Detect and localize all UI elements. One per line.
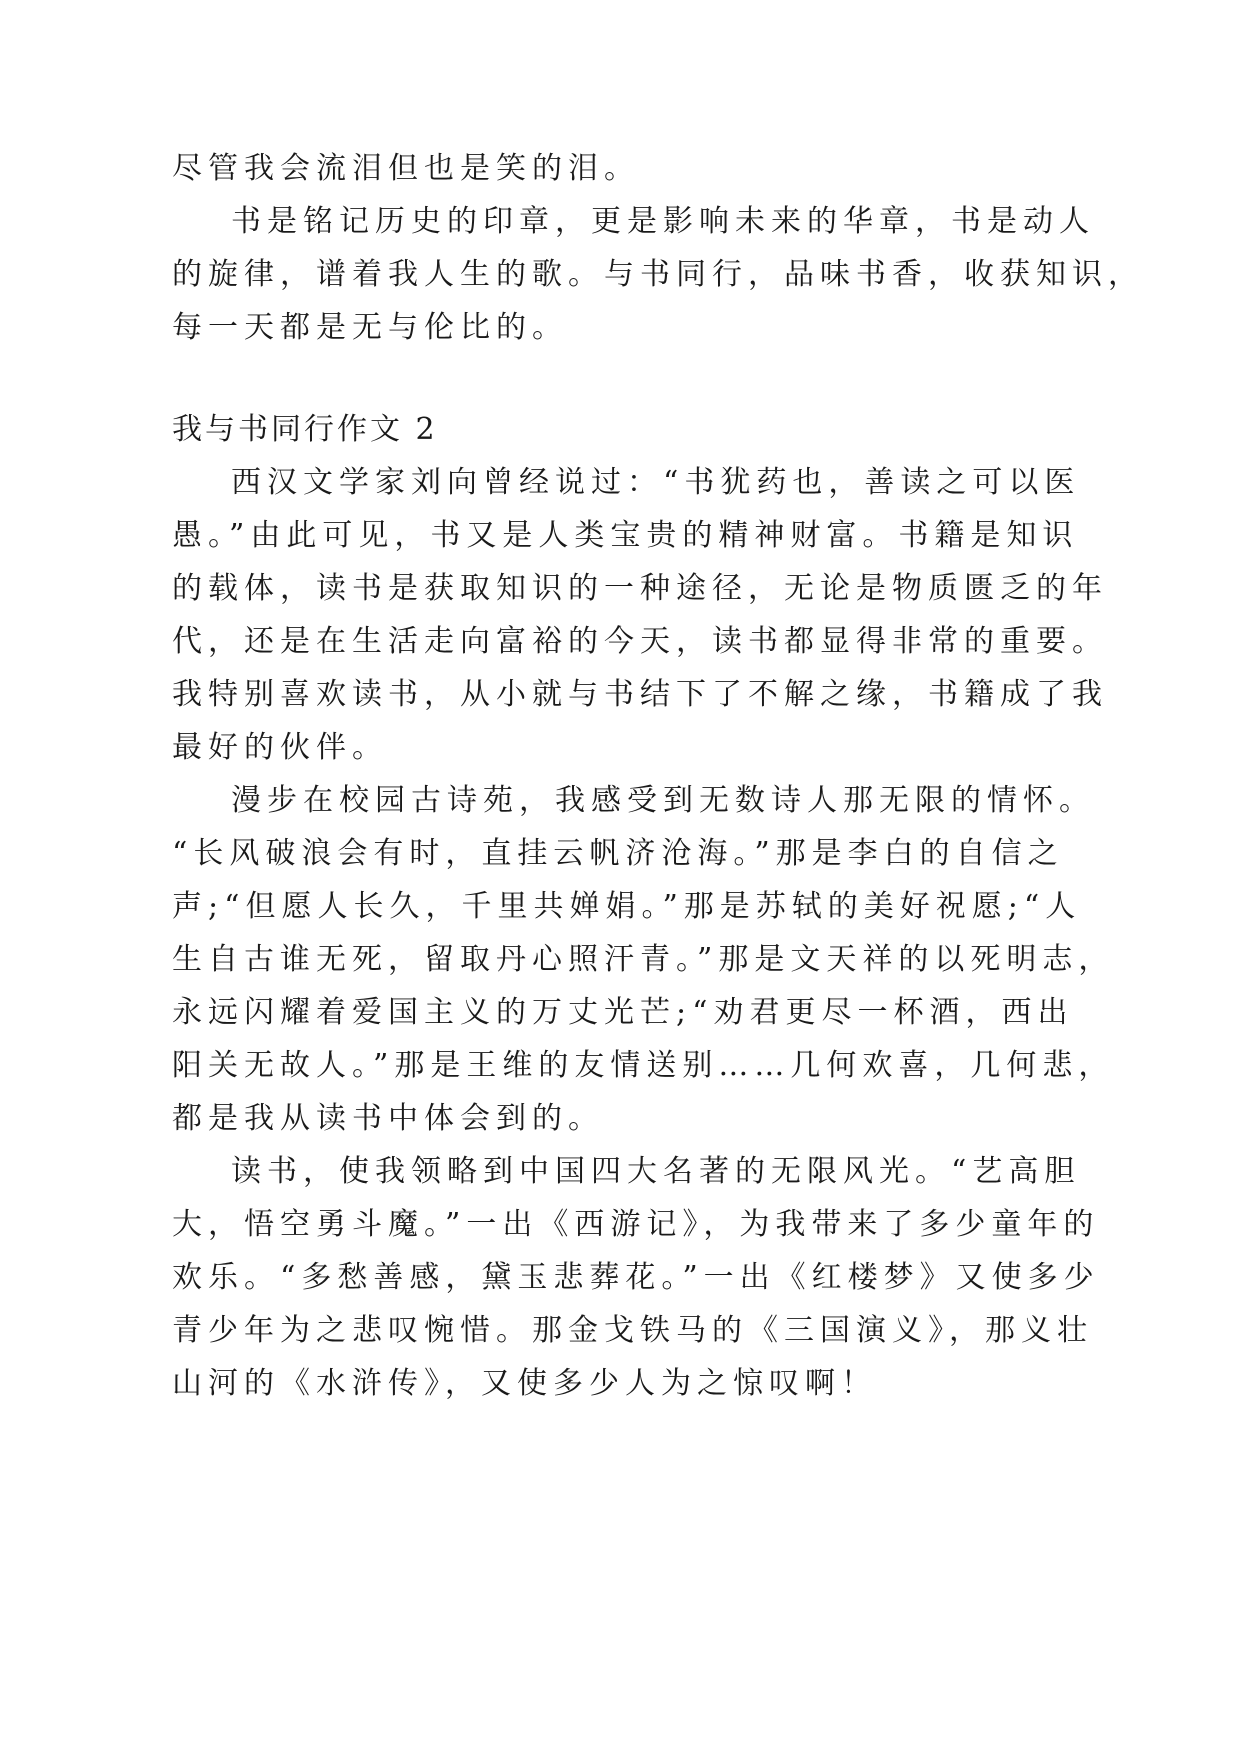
section-heading: 我与书同行作文 2 [172, 412, 438, 447]
text-line: 生自古谁无死，留取丹心照汗青。”那是文天祥的以死明志， [172, 942, 1115, 977]
text-line: 尽管我会流泪但也是笑的泪。 [172, 151, 640, 186]
text-line: 都是我从读书中体会到的。 [172, 1101, 604, 1136]
text-line: 阳关无故人。”那是王维的友情送别……几何欢喜，几何悲， [172, 1048, 1115, 1083]
text-line: 书是铭记历史的印章，更是影响未来的华章，书是动人 [231, 204, 1095, 239]
text-line: 声;“但愿人长久，千里共婵娟。”那是苏轼的美好祝愿;“人 [172, 889, 1082, 924]
text-line: 青少年为之悲叹惋惜。那金戈铁马的《三国演义》，那义壮 [172, 1313, 1093, 1348]
text-line: 大，悟空勇斗魔。”一出《西游记》，为我带来了多少童年的 [172, 1207, 1100, 1242]
text-line: 永远闪耀着爱国主义的万丈光芒;“劝君更尽一杯酒，西出 [172, 995, 1074, 1030]
text-line: 最好的伙伴。 [172, 730, 388, 765]
text-line: 读书，使我领略到中国四大名著的无限风光。“艺高胆 [231, 1154, 1081, 1189]
text-line: “长风破浪会有时，直挂云帆济沧海。”那是李白的自信之 [172, 836, 1064, 871]
text-line: 愚。”由此可见，书又是人类宝贵的精神财富。书籍是知识 [172, 518, 1079, 553]
text-line: 山河的《水浒传》，又使多少人为之惊叹啊！ [172, 1366, 877, 1401]
text-line: 西汉文学家刘向曾经说过：“书犹药也，善读之可以医 [231, 465, 1081, 500]
text-line: 的载体，读书是获取知识的一种途径，无论是物质匮乏的年 [172, 571, 1108, 606]
text-line: 的旋律，谱着我人生的歌。与书同行，品味书香，收获知识， [172, 257, 1144, 292]
text-line: 漫步在校园古诗苑，我感受到无数诗人那无限的情怀。 [231, 783, 1095, 818]
text-line: 代，还是在生活走向富裕的今天，读书都显得非常的重要。 [172, 624, 1108, 659]
text-line: 欢乐。“多愁善感，黛玉悲葬花。”一出《红楼梦》又使多少 [172, 1260, 1100, 1295]
text-line: 每一天都是无与伦比的。 [172, 310, 568, 345]
text-line: 我特别喜欢读书，从小就与书结下了不解之缘，书籍成了我 [172, 677, 1108, 712]
